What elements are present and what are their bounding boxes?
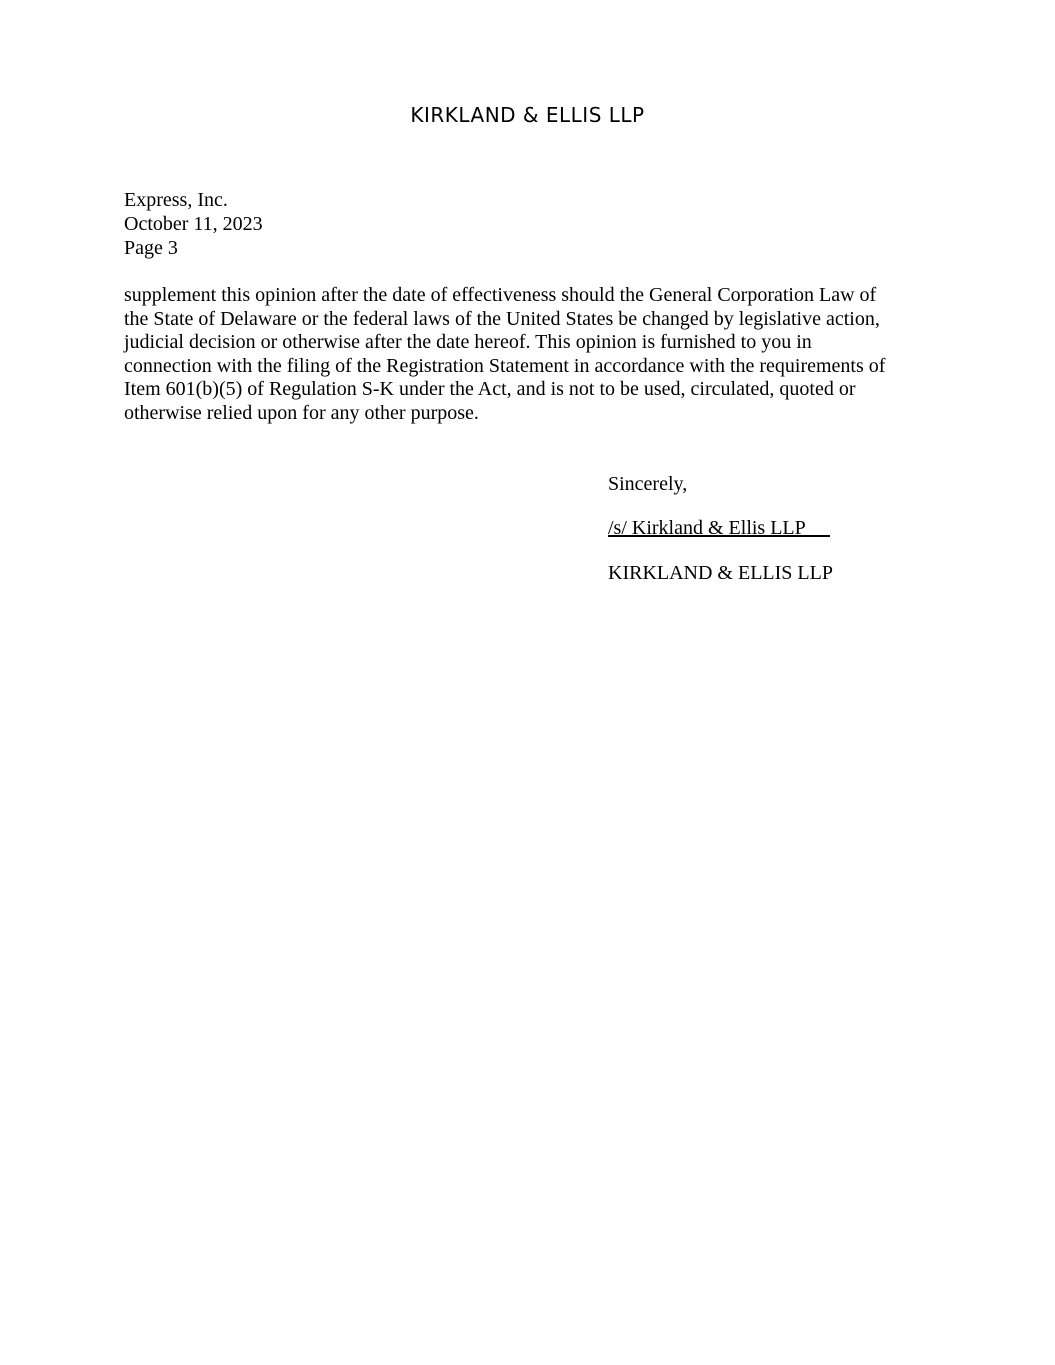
body-line: otherwise relied upon for any other purpose. (124, 401, 479, 424)
body-paragraph (124, 284, 924, 426)
recipient-block (124, 188, 263, 260)
letter-date: October 11, 2023 (124, 213, 263, 235)
body-line: supplement this opinion after the date of effectiveness should the General Corporation Law of (124, 284, 877, 306)
body-line: judicial decision or otherwise after the date hereof. This opinion is furnished to you in (124, 331, 812, 354)
letterhead-firm-name: KIRKLAND & ELLIS LLP (410, 103, 645, 127)
closing-firm-name: KIRKLAND & ELLIS LLP (608, 562, 833, 584)
body-line: connection with the filing of the Registration Statement in accordance with the requirements of (124, 354, 886, 377)
body-line: the State of Delaware or the federal laws of the United States be changed by legislative action, (124, 307, 880, 330)
signature-line: /s/ Kirkland & Ellis LLP (608, 517, 831, 539)
body-line: Item 601(b)(5) of Regulation S-K under the Act, and is not to be used, circulated, quoted or (124, 378, 856, 401)
page-number: Page 3 (124, 237, 178, 259)
recipient-company: Express, Inc. (124, 189, 228, 211)
closing-salutation: Sincerely, (608, 473, 688, 495)
